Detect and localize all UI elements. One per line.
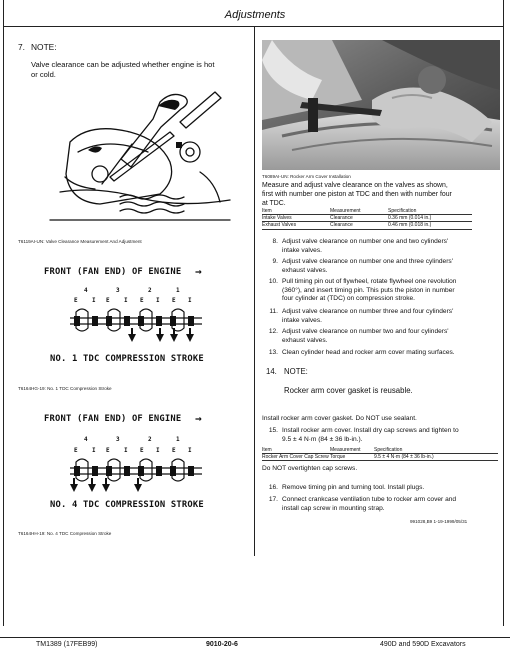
step-7-text-line1: Valve clearance can be adjusted whether engine is hot bbox=[31, 60, 215, 69]
step-16 bbox=[262, 484, 498, 494]
step-11-line2: intake valves. bbox=[282, 316, 322, 324]
diagram2-cyl-3: 3 bbox=[116, 436, 120, 443]
step-12-line2: exhaust valves. bbox=[282, 336, 328, 344]
step-9-number: 9. bbox=[272, 258, 278, 265]
step-11 bbox=[262, 308, 498, 326]
header-rule bbox=[3, 26, 503, 27]
spec2-row1-spec: 9.5 ± 4 N·m (84 ± 36 lb-in.) bbox=[374, 454, 498, 461]
spec1-header-item: Item bbox=[262, 208, 330, 215]
diagram2-valve-3: E bbox=[106, 447, 110, 454]
step-7-title: NOTE: bbox=[31, 42, 57, 52]
diagram1-valve-3: E bbox=[106, 297, 110, 304]
intro-line2: first with number one piston at TDC and then with number four bbox=[262, 191, 452, 198]
diagram1-valve-2: I bbox=[92, 297, 96, 304]
caption-valve-clearance: T6119AI-UN: Valve Clearance Measurement And Adjustment bbox=[18, 239, 142, 244]
step-14-title: NOTE: bbox=[284, 367, 308, 376]
footer-model: 490D and 590D Excavators bbox=[380, 641, 466, 648]
diagram2-stroke-label: NO. 4 TDC COMPRESSION STROKE bbox=[50, 500, 204, 510]
step-13-number: 13. bbox=[268, 349, 278, 356]
step-13-line1: Clean cylinder head and rocker arm cover mating surfaces. bbox=[282, 349, 455, 356]
diagram2-valve-5: E bbox=[140, 447, 144, 454]
intro-line1: Measure and adjust valve clearance on the valves as shown, bbox=[262, 182, 448, 189]
step-9 bbox=[262, 258, 498, 276]
step-10 bbox=[262, 278, 498, 305]
step-10-line3: four cylinder at (TDC) on compression stroke. bbox=[282, 295, 416, 302]
step-12 bbox=[262, 328, 498, 346]
step-15-line2: 9.5 ± 4 N·m (84 ± 36 lb-in.). bbox=[282, 435, 363, 443]
diagram2-arrow-icon: → bbox=[195, 412, 202, 425]
diagram1-valve-1: E bbox=[74, 297, 78, 304]
diagram2-valve-4: I bbox=[124, 447, 128, 454]
diagram1-cyl-2: 2 bbox=[148, 287, 152, 294]
step-11-number: 11. bbox=[269, 308, 278, 315]
diagram1-arrow-icon: → bbox=[195, 265, 202, 278]
diagram2-valve-8: I bbox=[188, 447, 192, 454]
diagram1-rocker-illustration bbox=[66, 304, 206, 348]
diagram2-valve-7: E bbox=[172, 447, 176, 454]
diagram1-cyl-1: 1 bbox=[176, 287, 180, 294]
spec2-header-measurement: Measurement bbox=[330, 447, 374, 454]
diagram1-valve-6: I bbox=[156, 297, 160, 304]
column-divider bbox=[254, 26, 255, 556]
diagram1-cyl-4: 4 bbox=[84, 287, 88, 294]
caption-no4-tdc: T6164HH-19: No. 4 TDC Compression Stroke bbox=[18, 531, 112, 536]
step-17 bbox=[262, 496, 498, 514]
spec1-row1-item: Intake Valves bbox=[262, 215, 330, 222]
spec2-header-specification: Specification bbox=[374, 447, 498, 454]
step-14-number: 14. bbox=[266, 367, 277, 376]
page-left-border bbox=[3, 26, 4, 626]
spec1-row2-measurement: Clearance bbox=[330, 222, 388, 229]
caption-no1-tdc: T6164HG-19: No. 1 TDC Compression Stroke bbox=[18, 386, 112, 391]
step-9-line1: Adjust valve clearance on number one and three cylinders' bbox=[282, 258, 453, 265]
spec2-row1-item: Rocker Arm Cover Cap Screw bbox=[262, 454, 329, 461]
diagram2-title: FRONT (FAN END) OF ENGINE bbox=[44, 414, 182, 424]
intro-line3: at TDC. bbox=[262, 200, 286, 207]
diagram2-valve-6: I bbox=[156, 447, 160, 454]
diagram1-stroke-label: NO. 1 TDC COMPRESSION STROKE bbox=[50, 354, 204, 364]
step-15 bbox=[262, 427, 498, 445]
rocker-cover-photo bbox=[262, 40, 500, 170]
step-8 bbox=[262, 238, 498, 256]
diagram2-cyl-2: 2 bbox=[148, 436, 152, 443]
diagram1-valve-4: I bbox=[124, 297, 128, 304]
step-10-number: 10. bbox=[268, 278, 278, 285]
diagram2-valve-1: E bbox=[74, 447, 78, 454]
diagram1-cyl-3: 3 bbox=[116, 287, 120, 294]
step-7-number: 7. bbox=[18, 42, 25, 52]
step-12-number: 12. bbox=[268, 328, 278, 335]
step-8-line1: Adjust valve clearance on number one and two cylinders' bbox=[282, 238, 449, 245]
valve-clearance-illustration bbox=[40, 82, 240, 232]
step-15-line1: Install rocker arm cover. Install dry cap screws and tighten to bbox=[282, 427, 459, 434]
diagram1-valve-8: I bbox=[188, 297, 192, 304]
diagram1-valve-7: E bbox=[172, 297, 176, 304]
footer-rule bbox=[0, 637, 510, 638]
step-11-line1: Adjust valve clearance on number three and four cylinders' bbox=[282, 308, 454, 315]
caption-rocker-cover: T6089AI-UN: Rocker Arm Cover Installation bbox=[262, 174, 351, 179]
step-14-text: Rocker arm cover gasket is reusable. bbox=[284, 386, 413, 395]
valve-clearance-spec-table bbox=[262, 208, 472, 230]
step-8-line2: intake valves. bbox=[282, 246, 322, 254]
spec1-header-specification: Specification bbox=[388, 208, 472, 215]
reference-code: 991028,B9 1-19-1999/05/31 bbox=[410, 519, 468, 524]
step-15-number: 15. bbox=[268, 427, 278, 434]
step-10-line2: (360°), and insert timing pin. This puts the piston in number bbox=[282, 286, 455, 294]
page-title: Adjustments bbox=[224, 9, 286, 21]
footer-manual-id: TM1389 (17FEB99) bbox=[36, 641, 98, 648]
diagram2-rocker-illustration bbox=[66, 454, 206, 498]
spec2-header-item: Item bbox=[262, 447, 330, 454]
step-10-line1: Pull timing pin out of flywheel, rotate flywheel one revolution bbox=[282, 278, 457, 285]
diagram2-cyl-1: 1 bbox=[176, 436, 180, 443]
step-16-line1: Remove timing pin and turning tool. Install plugs. bbox=[282, 484, 425, 491]
spec1-row2-item: Exhaust Valves bbox=[262, 222, 330, 229]
diagram2-valve-2: I bbox=[92, 447, 96, 454]
spec1-row1-measurement: Clearance bbox=[330, 215, 388, 222]
step-9-line2: exhaust valves. bbox=[282, 266, 328, 274]
step-17-line2: install cap screw in mounting strap. bbox=[282, 504, 385, 512]
spec1-row2-spec: 0.46 mm (0.018 in.) bbox=[388, 222, 472, 229]
step-12-line1: Adjust valve clearance on number two and four cylinders' bbox=[282, 328, 449, 335]
cap-screw-torque-table bbox=[262, 447, 498, 461]
step-7-text-line2: or cold. bbox=[31, 70, 56, 79]
spec1-row1-spec: 0.36 mm (0.014 in.) bbox=[388, 215, 472, 222]
spec2-row1-measurement: Torque bbox=[330, 454, 374, 461]
step-17-line1: Connect crankcase ventilation tube to rocker arm cover and bbox=[282, 496, 457, 503]
step-13 bbox=[262, 349, 498, 359]
step-8-number: 8. bbox=[272, 238, 278, 245]
diagram2-cyl-4: 4 bbox=[84, 436, 88, 443]
page-right-border bbox=[503, 26, 504, 626]
spec1-header-measurement: Measurement bbox=[330, 208, 388, 215]
step-17-number: 17. bbox=[268, 496, 278, 503]
diagram1-title: FRONT (FAN END) OF ENGINE bbox=[44, 267, 182, 277]
overtighten-warning: Do NOT overtighten cap screws. bbox=[262, 465, 358, 472]
footer-page-number: 9010-20-6 bbox=[206, 641, 238, 648]
diagram1-valve-5: E bbox=[140, 297, 144, 304]
install-gasket-text: Install rocker arm cover gasket. Do NOT use sealant. bbox=[262, 415, 417, 422]
step-16-number: 16. bbox=[268, 484, 278, 491]
